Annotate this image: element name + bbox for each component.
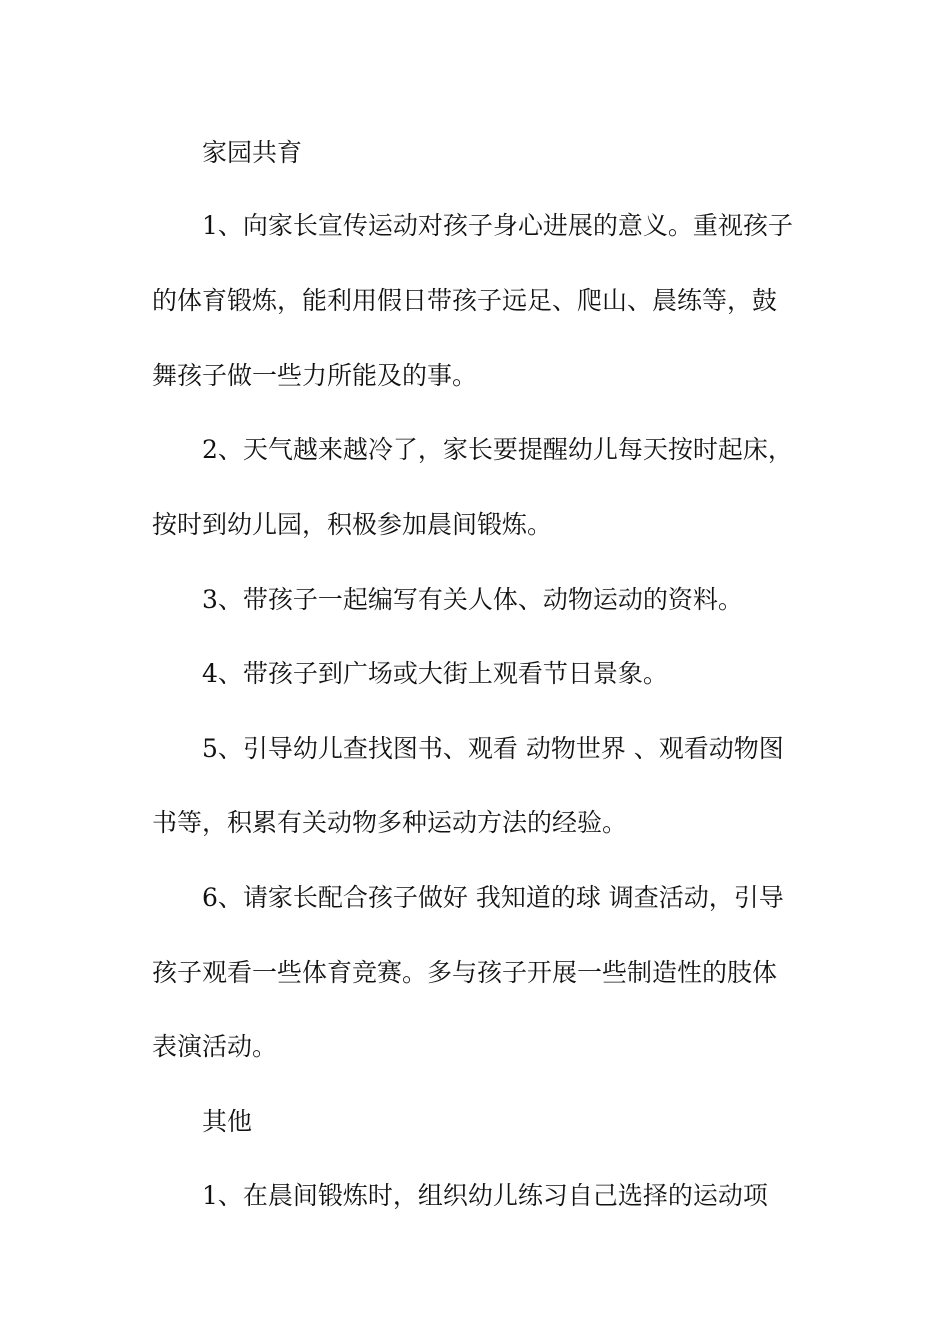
paragraph-line: 1、向家长宣传运动对孩子身心进展的意义。重视孩子 bbox=[202, 211, 793, 240]
paragraph-line: 舞孩子做一些力所能及的事。 bbox=[152, 361, 478, 390]
section-heading-other: 其他 bbox=[202, 1107, 253, 1136]
paragraph-line: 1、在晨间锻炼时，组织幼儿练习自己选择的运动项 bbox=[202, 1181, 768, 1210]
paragraph-line: 表演活动。 bbox=[152, 1032, 278, 1061]
paragraph-line: 6、请家长配合孩子做好 我知道的球 调查活动，引导 bbox=[202, 883, 784, 912]
paragraph-line: 的体育锻炼，能利用假日带孩子远足、爬山、晨练等，鼓 bbox=[152, 286, 778, 315]
paragraph-line: 5、引导幼儿查找图书、观看 动物世界 、观看动物图 bbox=[202, 734, 784, 763]
section-heading-home: 家园共育 bbox=[202, 138, 303, 167]
paragraph-line: 书等，积累有关动物多种运动方法的经验。 bbox=[152, 808, 628, 837]
paragraph-line: 4、带孩子到广场或大街上观看节日景象。 bbox=[202, 659, 668, 688]
paragraph-line: 按时到幼儿园，积极参加晨间锻炼。 bbox=[152, 510, 553, 539]
paragraph-line: 孩子观看一些体育竞赛。多与孩子开展一些制造性的肢体 bbox=[152, 958, 778, 987]
paragraph-line: 2、天气越来越冷了，家长要提醒幼儿每天按时起床， bbox=[202, 435, 793, 464]
paragraph-line: 3、带孩子一起编写有关人体、动物运动的资料。 bbox=[202, 585, 743, 614]
